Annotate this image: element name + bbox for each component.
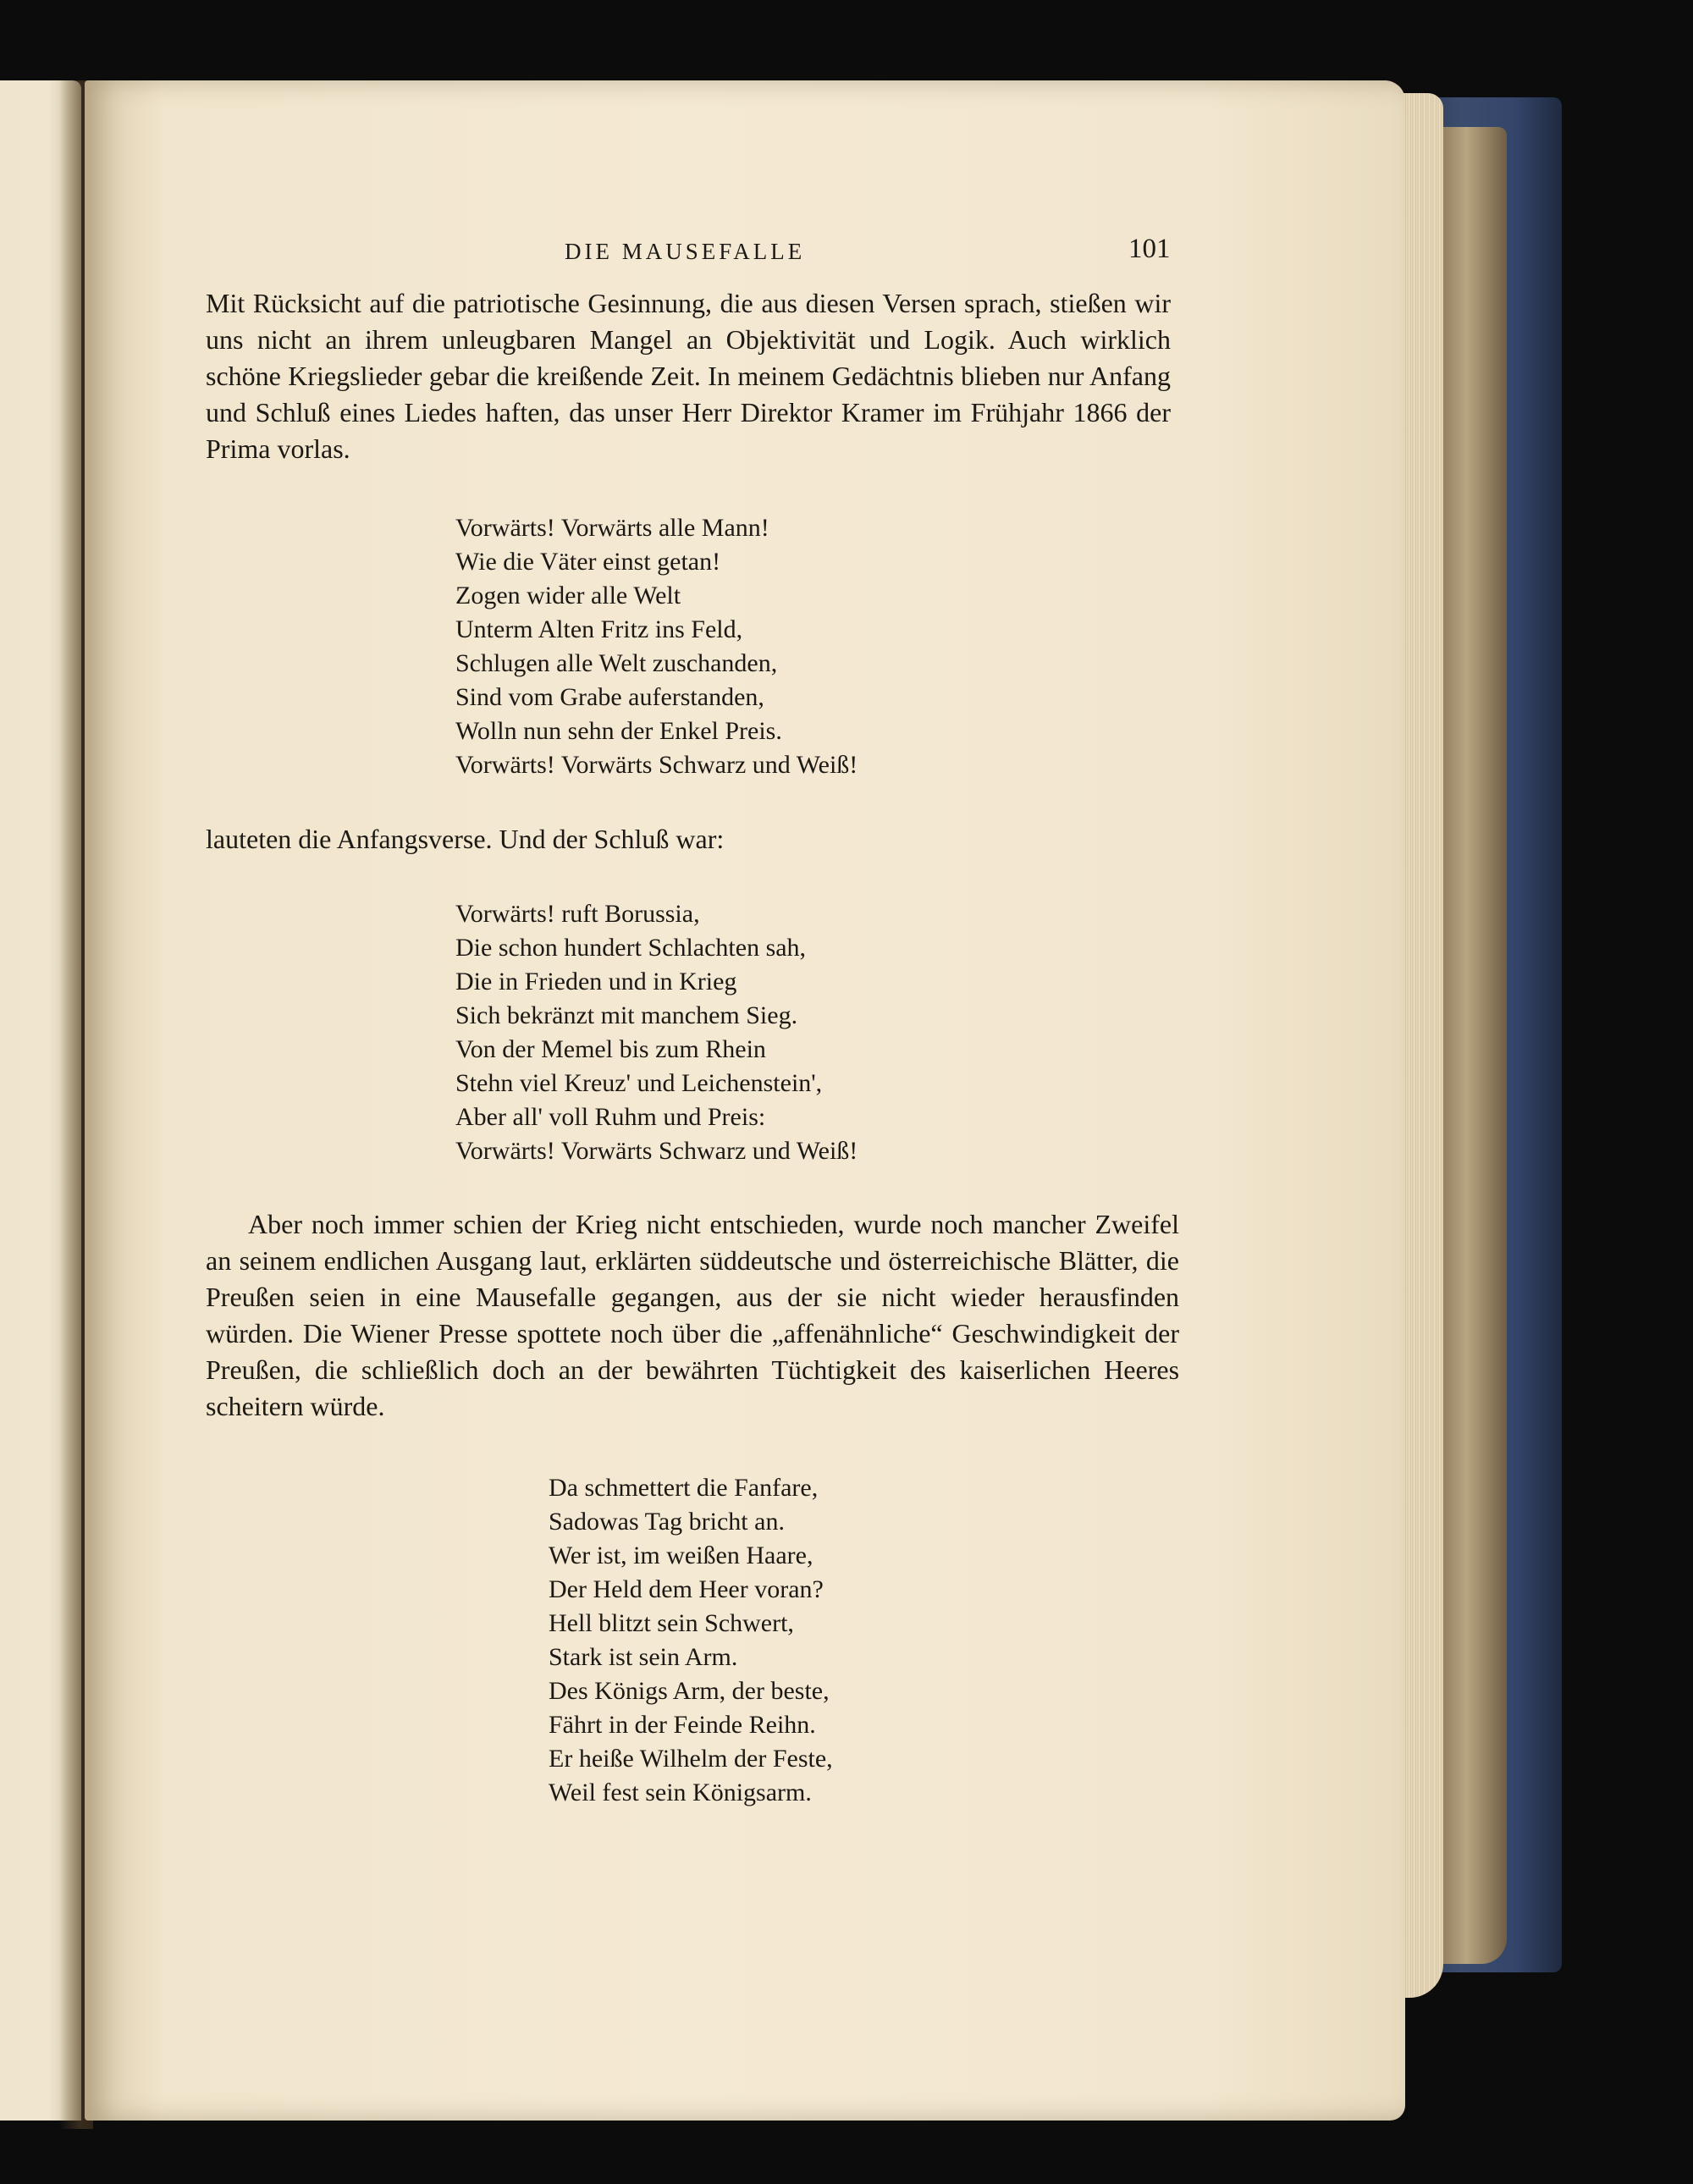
text-line: noch über die „affenähnliche“ Geschwindigkeit der Preußen, die schließlich <box>206 1318 1179 1385</box>
verse-line: Der Held dem Heer voran? <box>549 1575 824 1603</box>
verse-line: Sind vom Grabe auferstanden, <box>455 683 764 711</box>
verse-line: Fährt in der Feinde Reihn. <box>549 1711 816 1739</box>
verse-line: Des Königs Arm, der beste, <box>549 1677 830 1705</box>
text-line: mancher Zweifel an seinem endlichen Ausgang laut, erklärten süddeutsche <box>206 1209 1179 1276</box>
text-line: Mit Rücksicht auf die patriotische Gesinnung, die aus diesen Versen sprach, <box>206 288 1042 318</box>
verse-line: Zogen wider alle Welt <box>455 582 681 609</box>
verse-line: Vorwärts! Vorwärts alle Mann! <box>455 514 769 542</box>
verse-1 <box>455 511 858 782</box>
text-line: Aber noch immer schien der Krieg nicht entschieden, wurde noch <box>248 1209 984 1239</box>
page-number: 101 <box>1128 234 1171 264</box>
verse-line: Hell blitzt sein Schwert, <box>549 1609 794 1637</box>
verse-line: Weil fest sein Königsarm. <box>549 1779 812 1806</box>
verse-line: Stehn viel Kreuz' und Leichenstein', <box>455 1069 823 1097</box>
transition-line: lauteten die Anfangsverse. Und der Schluß war: <box>206 824 725 854</box>
verse-line: Aber all' voll Ruhm und Preis: <box>455 1103 766 1131</box>
text-line: doch an der bewährten Tüchtigkeit des kaiserlichen Heeres scheitern würde. <box>206 1354 1180 1421</box>
text-line: aus der sie nicht wieder herausfinden würden. Die Wiener Presse spottete <box>206 1282 1180 1348</box>
verse-2 <box>455 897 858 1168</box>
verse-line: Wer ist, im weißen Haare, <box>549 1541 813 1569</box>
paragraph-2 <box>206 1206 1179 1425</box>
page-block-shadow <box>1439 127 1507 1964</box>
running-head: DIE MAUSEFALLE <box>565 239 806 264</box>
verse-3 <box>549 1471 833 1810</box>
verse-line: Die schon hundert Schlachten sah, <box>455 934 807 962</box>
verse-line: Stark ist sein Arm. <box>549 1643 738 1671</box>
verse-line: Sadowas Tag bricht an. <box>549 1508 785 1536</box>
verse-line: Schlugen alle Welt zuschanden, <box>455 649 778 677</box>
text-line: meinem Gedächtnis blieben nur Anfang und Schluß eines Liedes haften, <box>206 361 1172 427</box>
verse-line: Wie die Väter einst getan! <box>455 548 721 576</box>
verse-line: Von der Memel bis zum Rhein <box>455 1035 766 1063</box>
verse-line: Sich bekränzt mit manchem Sieg. <box>455 1001 798 1029</box>
verse-line: Unterm Alten Fritz ins Feld, <box>455 615 743 643</box>
verse-line: Er heiße Wilhelm der Feste, <box>549 1745 833 1773</box>
verse-line: Da schmettert die Fanfare, <box>549 1474 819 1502</box>
paragraph-1 <box>206 285 1171 467</box>
text-line: und österreichische Blätter, die Preußen seien in eine Mausefalle gegangen, <box>206 1245 1180 1312</box>
paragraph-line <box>206 1206 1179 1425</box>
text-line: Logik. Auch wirklich schöne Kriegslieder gebar die kreißende Zeit. In <box>206 324 1172 391</box>
verse-line: Die in Frieden und in Krieg <box>455 968 737 995</box>
verse-line: Vorwärts! ruft Borussia, <box>455 900 700 928</box>
text-line: stießen wir uns nicht an ihrem unleugbaren Mangel an Objektivität und <box>206 288 1172 355</box>
verse-line: Vorwärts! Vorwärts Schwarz und Weiß! <box>455 1137 858 1165</box>
paragraph-line <box>206 285 1171 467</box>
text-line: das unser Herr Direktor Kramer im Frühjahr 1866 der Prima vorlas. <box>206 397 1172 464</box>
verse-line: Vorwärts! Vorwärts Schwarz und Weiß! <box>455 751 858 779</box>
verse-line: Wolln nun sehn der Enkel Preis. <box>455 717 782 745</box>
